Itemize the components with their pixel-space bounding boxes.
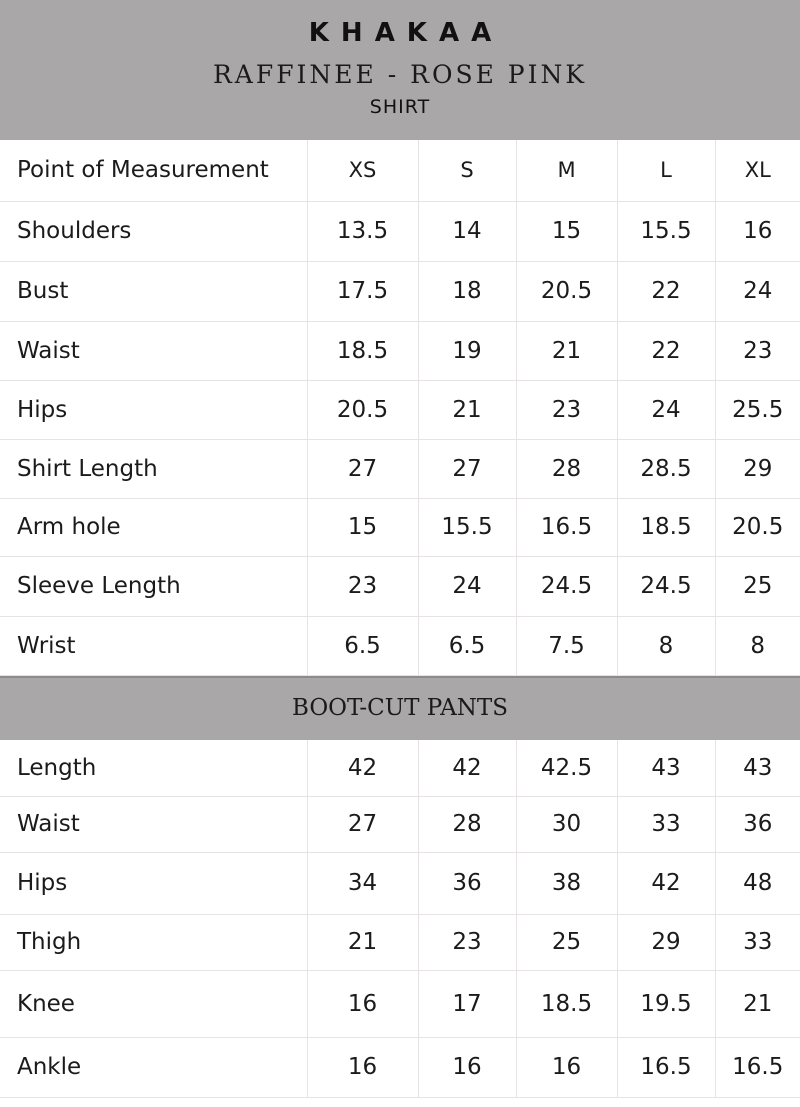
table-row — [0, 498, 800, 556]
table-cell: 21 — [418, 380, 516, 439]
table-cell: 19 — [418, 321, 516, 380]
table-cell: 24.5 — [617, 556, 715, 616]
table-cell: 16.5 — [715, 1037, 800, 1097]
table-cell: 18.5 — [307, 321, 418, 380]
section-title-pants: BOOT-CUT PANTS — [0, 676, 800, 740]
table-row — [0, 1037, 800, 1097]
table-cell: 13.5 — [307, 201, 418, 261]
row-label: Shoulders — [0, 201, 307, 261]
table-cell: 27 — [307, 796, 418, 852]
table-row — [0, 321, 800, 380]
table-cell: 22 — [617, 261, 715, 321]
table-cell: 27 — [307, 439, 418, 498]
table-cell: 15.5 — [617, 201, 715, 261]
table-cell: 48 — [715, 852, 800, 914]
table-cell: 18.5 — [617, 498, 715, 556]
table-row — [0, 616, 800, 675]
table-row — [0, 796, 800, 852]
table-cell: 6.5 — [418, 616, 516, 675]
table-cell: 21 — [715, 970, 800, 1037]
row-label: Shirt Length — [0, 439, 307, 498]
table-cell: 15 — [307, 498, 418, 556]
column-header-size: M — [516, 140, 617, 201]
table-cell: 17 — [418, 970, 516, 1037]
row-label: Sleeve Length — [0, 556, 307, 616]
product-title: RAFFINEE - ROSE PINK — [212, 60, 588, 89]
table-cell: 18 — [418, 261, 516, 321]
row-label: Ankle — [0, 1037, 307, 1097]
table-row — [0, 556, 800, 616]
table-row — [0, 914, 800, 970]
table-cell: 28 — [516, 439, 617, 498]
table-row — [0, 852, 800, 914]
table-row — [0, 261, 800, 321]
table-cell: 43 — [715, 740, 800, 796]
table-cell: 16 — [418, 1037, 516, 1097]
table-cell: 15 — [516, 201, 617, 261]
brand-logo: KHAKAA — [308, 18, 504, 48]
table-cell: 20.5 — [715, 498, 800, 556]
table-cell: 24 — [715, 261, 800, 321]
table-cell: 33 — [715, 914, 800, 970]
table-cell: 42 — [617, 852, 715, 914]
table-cell: 16 — [307, 1037, 418, 1097]
table-cell: 23 — [715, 321, 800, 380]
table-cell: 28 — [418, 796, 516, 852]
row-label: Arm hole — [0, 498, 307, 556]
row-label: Bust — [0, 261, 307, 321]
table-cell: 20.5 — [516, 261, 617, 321]
row-label: Thigh — [0, 914, 307, 970]
table-cell: 15.5 — [418, 498, 516, 556]
row-label: Hips — [0, 380, 307, 439]
row-label: Wrist — [0, 616, 307, 675]
column-header-size: S — [418, 140, 516, 201]
table-cell: 38 — [516, 852, 617, 914]
table-cell: 21 — [516, 321, 617, 380]
table-cell: 22 — [617, 321, 715, 380]
table-cell: 24.5 — [516, 556, 617, 616]
table-cell: 8 — [715, 616, 800, 675]
table-cell: 23 — [516, 380, 617, 439]
table-cell: 36 — [418, 852, 516, 914]
table-cell: 42.5 — [516, 740, 617, 796]
table-cell: 24 — [418, 556, 516, 616]
table-row — [0, 970, 800, 1037]
table-cell: 23 — [307, 556, 418, 616]
column-header-size: L — [617, 140, 715, 201]
table-cell: 14 — [418, 201, 516, 261]
table-cell: 8 — [617, 616, 715, 675]
table-cell: 42 — [418, 740, 516, 796]
row-label: Waist — [0, 321, 307, 380]
table-cell: 25 — [715, 556, 800, 616]
table-cell: 30 — [516, 796, 617, 852]
table-cell: 25.5 — [715, 380, 800, 439]
table-cell: 34 — [307, 852, 418, 914]
table-cell: 16 — [307, 970, 418, 1037]
table-cell: 16 — [715, 201, 800, 261]
table-cell: 42 — [307, 740, 418, 796]
row-label: Knee — [0, 970, 307, 1037]
pants-size-table — [0, 740, 800, 1098]
table-cell: 21 — [307, 914, 418, 970]
table-cell: 29 — [617, 914, 715, 970]
table-cell: 24 — [617, 380, 715, 439]
table-cell: 17.5 — [307, 261, 418, 321]
table-cell: 27 — [418, 439, 516, 498]
table-header-row — [0, 140, 800, 201]
table-cell: 23 — [418, 914, 516, 970]
table-cell: 16.5 — [516, 498, 617, 556]
column-header-size: XL — [715, 140, 800, 201]
table-cell: 29 — [715, 439, 800, 498]
table-cell: 28.5 — [617, 439, 715, 498]
section-title-shirt: SHIRT — [369, 96, 431, 118]
row-label: Length — [0, 740, 307, 796]
table-row — [0, 201, 800, 261]
shirt-size-table — [0, 140, 800, 676]
column-header-measurement: Point of Measurement — [0, 140, 307, 201]
table-row — [0, 740, 800, 796]
table-cell: 6.5 — [307, 616, 418, 675]
table-row — [0, 380, 800, 439]
table-cell: 20.5 — [307, 380, 418, 439]
row-label: Hips — [0, 852, 307, 914]
table-cell: 43 — [617, 740, 715, 796]
table-cell: 25 — [516, 914, 617, 970]
table-cell: 16.5 — [617, 1037, 715, 1097]
table-cell: 18.5 — [516, 970, 617, 1037]
row-label: Waist — [0, 796, 307, 852]
column-header-size: XS — [307, 140, 418, 201]
table-cell: 36 — [715, 796, 800, 852]
table-cell: 7.5 — [516, 616, 617, 675]
table-cell: 16 — [516, 1037, 617, 1097]
header-banner — [0, 0, 800, 140]
table-cell: 19.5 — [617, 970, 715, 1037]
table-row — [0, 439, 800, 498]
table-cell: 33 — [617, 796, 715, 852]
